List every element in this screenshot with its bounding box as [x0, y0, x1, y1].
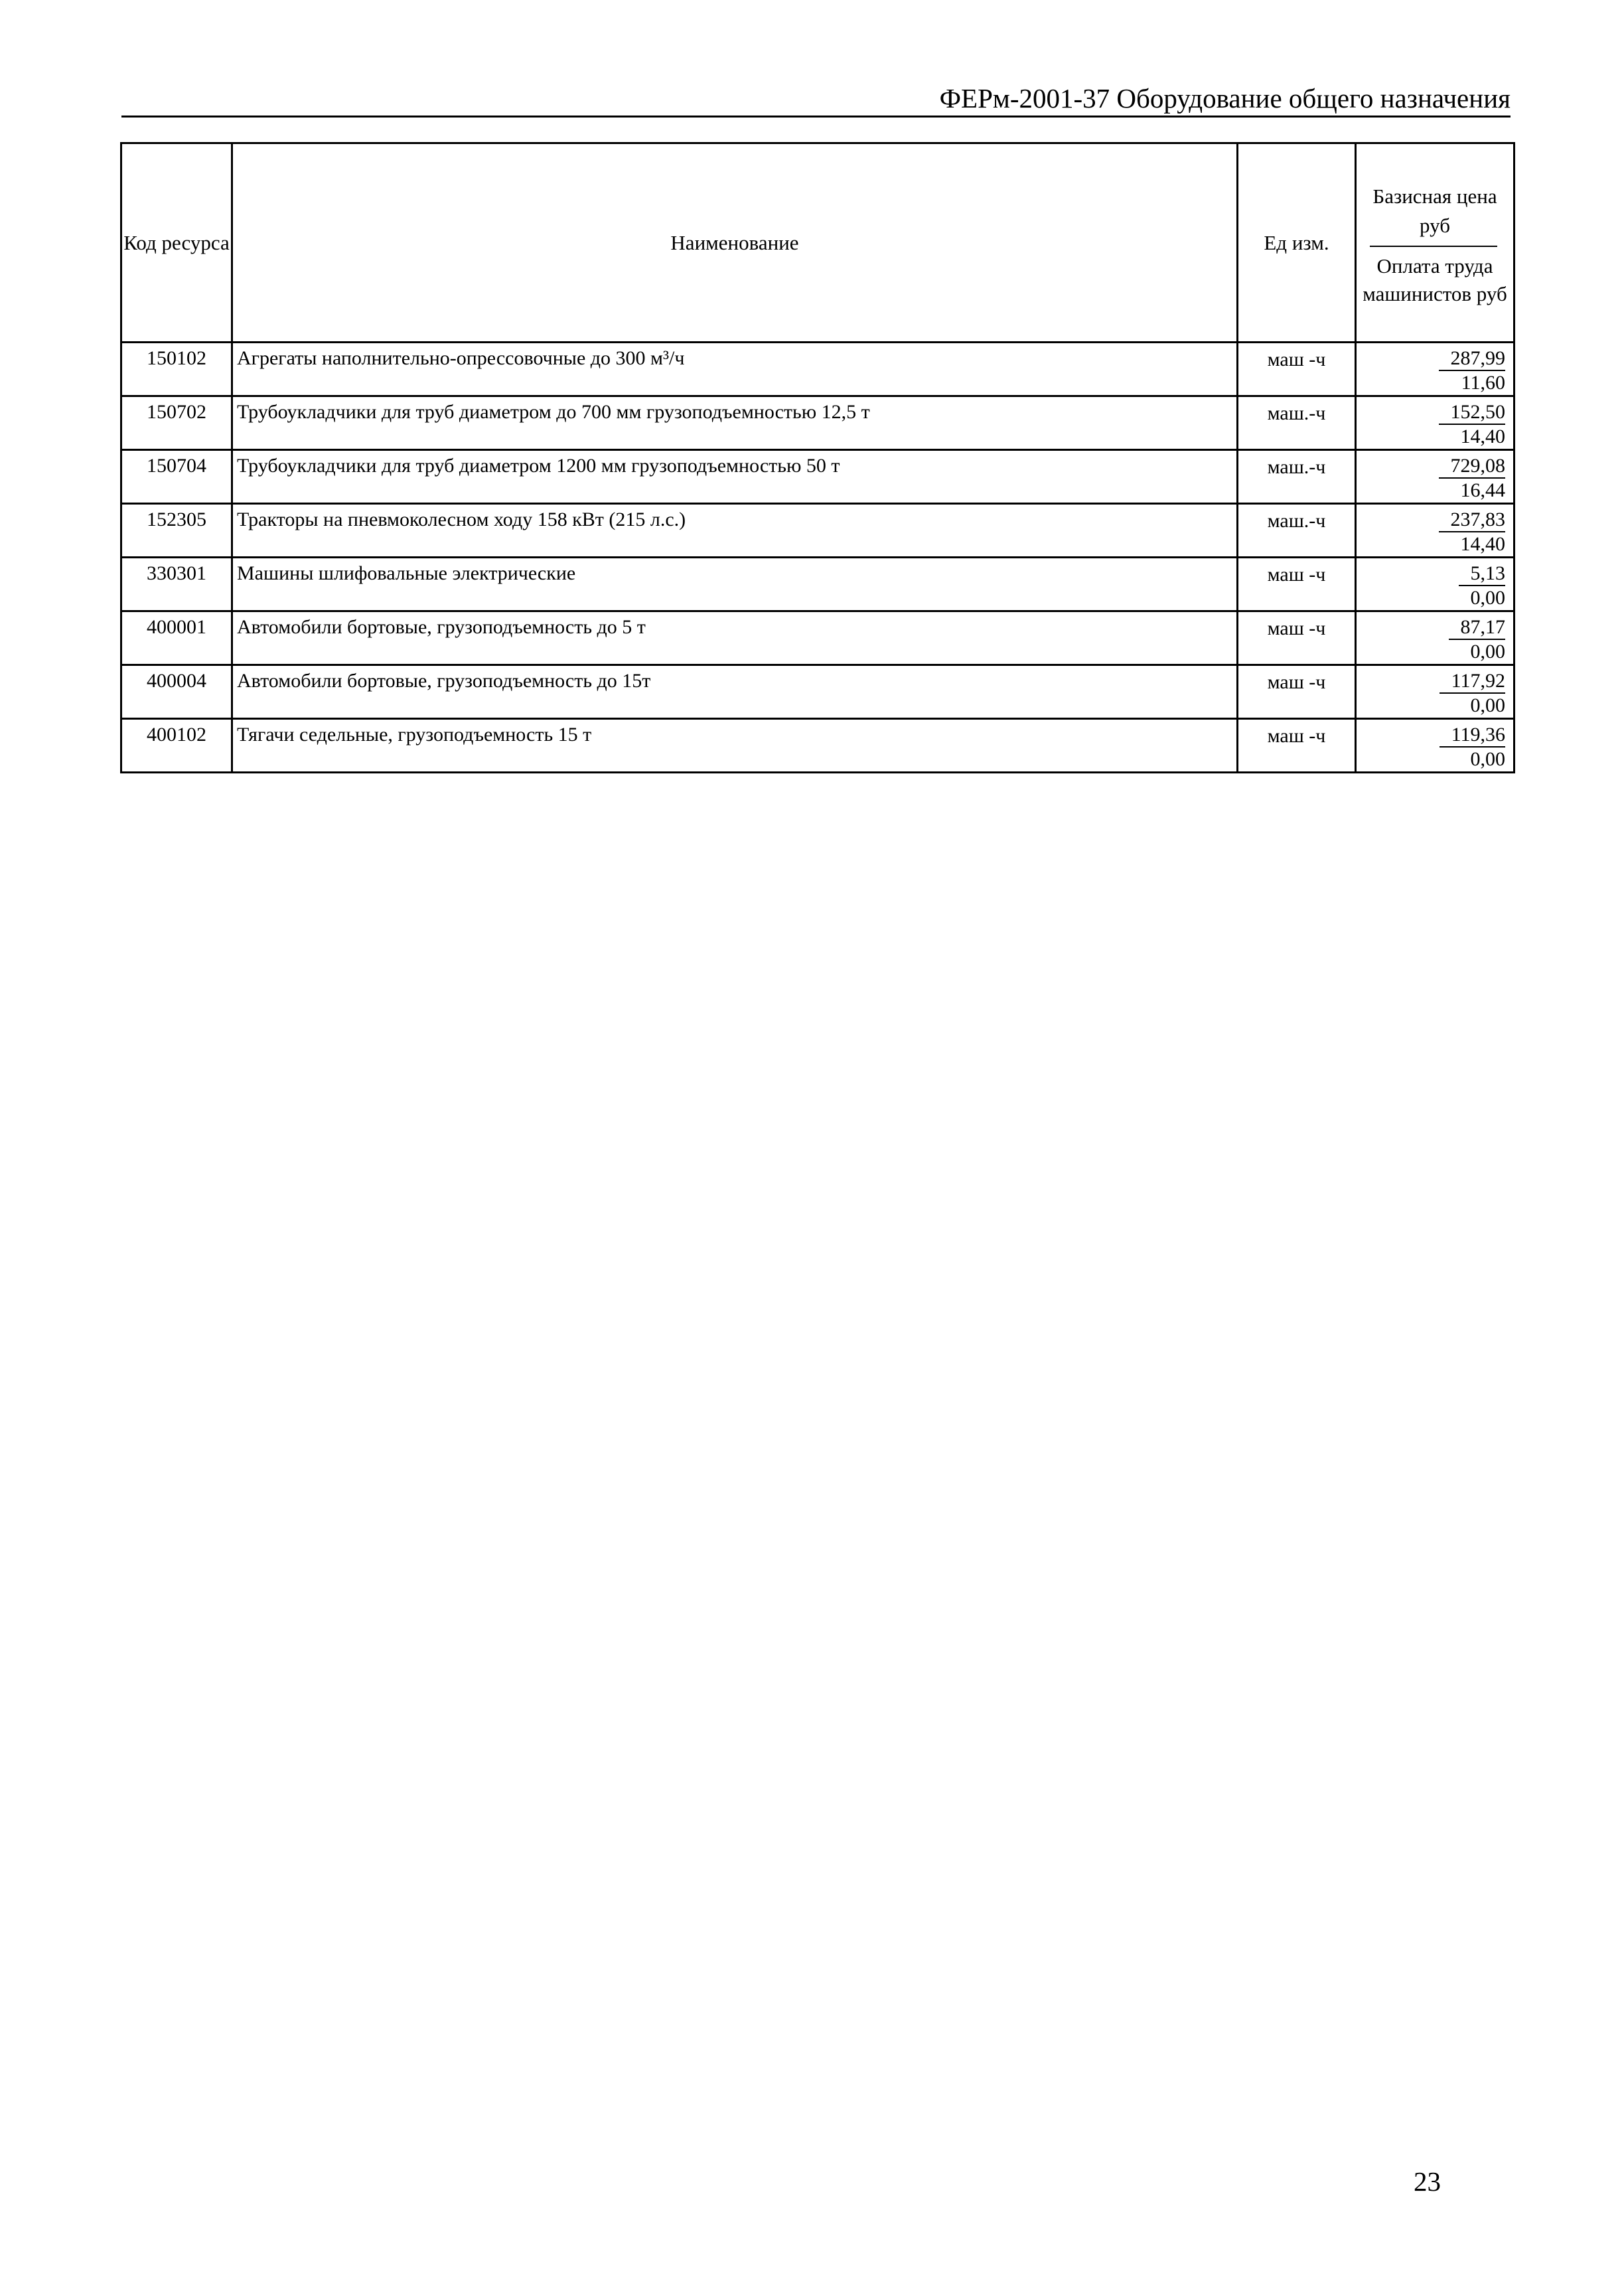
resource-code: 400001: [121, 611, 232, 665]
resource-price-cell: [1356, 611, 1514, 665]
resource-unit: маш.-ч: [1238, 450, 1356, 504]
column-header-code: Код ресурса: [121, 143, 232, 343]
resource-unit: маш -ч: [1238, 719, 1356, 773]
column-header-unit: Ед изм.: [1238, 143, 1356, 343]
resource-unit: маш.-ч: [1238, 504, 1356, 558]
table-body: [121, 343, 1514, 773]
resource-unit: маш -ч: [1238, 558, 1356, 611]
resource-unit: маш -ч: [1238, 665, 1356, 719]
resource-code: 400004: [121, 665, 232, 719]
column-header-base-price: Базисная цена руб: [1372, 184, 1497, 237]
operator-labor-cost: 14,40: [1460, 533, 1505, 555]
table-row: [121, 558, 1514, 611]
base-price: 237,83: [1439, 509, 1506, 532]
resource-price-cell: [1356, 450, 1514, 504]
resource-price-cell: [1356, 343, 1514, 396]
resource-price-cell: [1356, 719, 1514, 773]
operator-labor-cost: 0,00: [1470, 641, 1505, 663]
resource-code: 150704: [121, 450, 232, 504]
operator-labor-cost: 14,40: [1460, 426, 1505, 447]
table-row: [121, 665, 1514, 719]
resource-code: 330301: [121, 558, 232, 611]
table-row: [121, 719, 1514, 773]
operator-labor-cost: 16,44: [1460, 479, 1505, 501]
document-title: ФЕРм-2001-37 Оборудование общего назначения: [939, 83, 1511, 114]
page-header: [121, 80, 1511, 118]
resource-price-cell: [1356, 396, 1514, 450]
base-price: 119,36: [1439, 724, 1505, 748]
resource-table: [120, 142, 1515, 773]
table-row: [121, 504, 1514, 558]
base-price: 87,17: [1449, 616, 1506, 640]
resource-price-cell: [1356, 665, 1514, 719]
resource-code: 400102: [121, 719, 232, 773]
base-price: 117,92: [1439, 670, 1505, 694]
column-header-name: Наименование: [232, 143, 1238, 343]
resource-name: Автомобили бортовые, грузоподъемность до 15т: [232, 665, 1238, 719]
operator-labor-cost: 0,00: [1470, 748, 1505, 770]
table-row: [121, 450, 1514, 504]
resource-unit: маш -ч: [1238, 343, 1356, 396]
resource-name: Машины шлифовальные электрические: [232, 558, 1238, 611]
base-price: 152,50: [1439, 401, 1506, 425]
table-row: [121, 611, 1514, 665]
resource-name: Автомобили бортовые, грузоподъемность до 5 т: [232, 611, 1238, 665]
table-header-row: [121, 143, 1514, 343]
operator-labor-cost: 0,00: [1470, 694, 1505, 716]
column-header-labor-cost: Оплата труда машинистов руб: [1363, 254, 1507, 305]
operator-labor-cost: 0,00: [1470, 587, 1505, 609]
table-row: [121, 343, 1514, 396]
page-number: 23: [1414, 2166, 1441, 2197]
resource-price-cell: [1356, 558, 1514, 611]
base-price: 5,13: [1459, 562, 1506, 586]
column-header-price: [1356, 143, 1514, 343]
resource-unit: маш -ч: [1238, 611, 1356, 665]
resource-name: Трубоукладчики для труб диаметром 1200 мм грузоподъемностью 50 т: [232, 450, 1238, 504]
resource-name: Тракторы на пневмоколесном ходу 158 кВт (215 л.с.): [232, 504, 1238, 558]
resource-name: Трубоукладчики для труб диаметром до 700 мм грузоподъемностью 12,5 т: [232, 396, 1238, 450]
resource-code: 152305: [121, 504, 232, 558]
resource-code: 150102: [121, 343, 232, 396]
resource-name: Агрегаты наполнительно-опрессовочные до 300 м³/ч: [232, 343, 1238, 396]
base-price: 729,08: [1439, 455, 1506, 479]
table-row: [121, 396, 1514, 450]
resource-code: 150702: [121, 396, 232, 450]
resource-unit: маш.-ч: [1238, 396, 1356, 450]
resource-price-cell: [1356, 504, 1514, 558]
base-price: 287,99: [1439, 347, 1506, 371]
resource-name: Тягачи седельные, грузоподъемность 15 т: [232, 719, 1238, 773]
operator-labor-cost: 11,60: [1461, 372, 1505, 394]
